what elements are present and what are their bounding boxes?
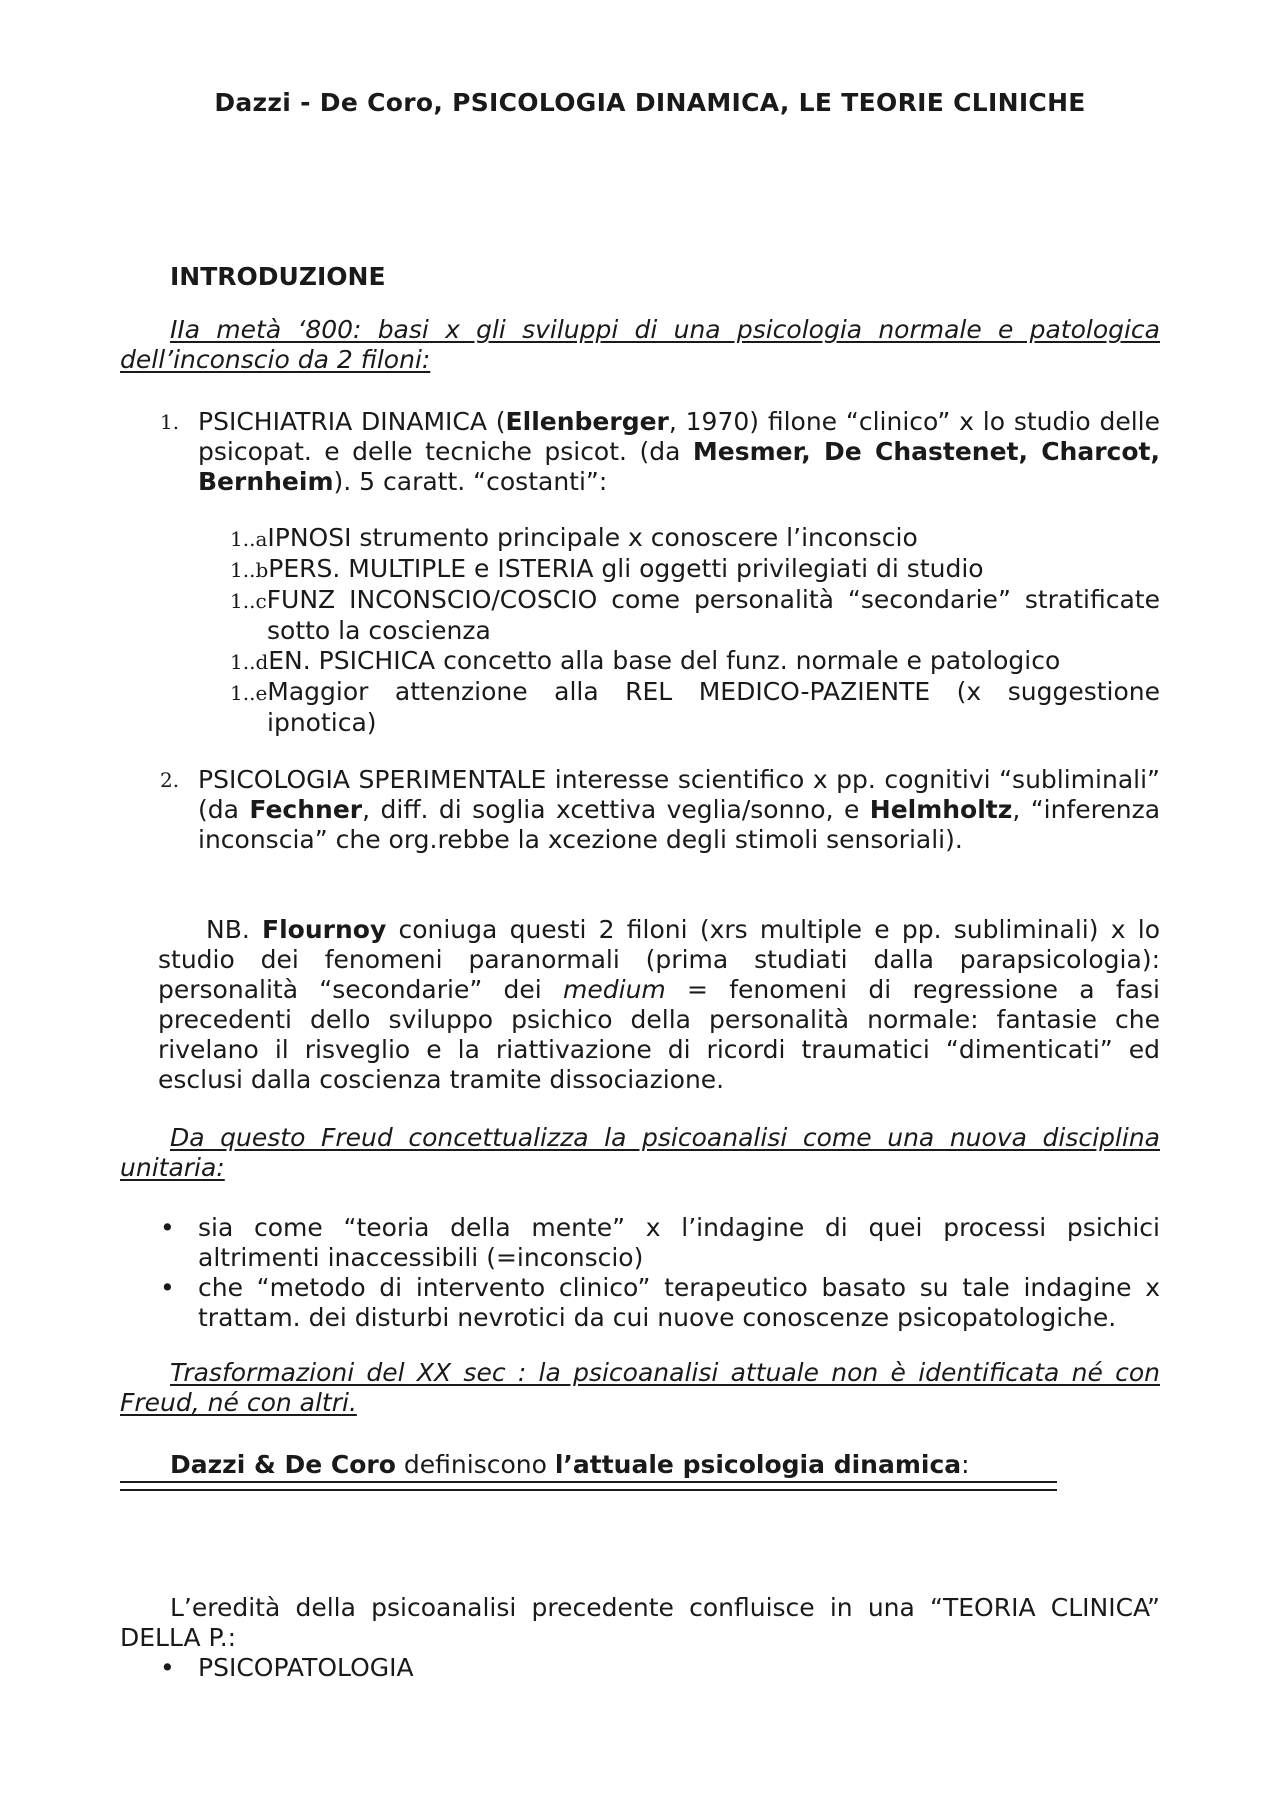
freud-paragraph	[120, 1123, 1160, 1183]
eredita-text: L’eredità della psicoanalisi precedente confluisce in una “TEORIA CLINICA” DELLA P.:	[120, 1593, 1160, 1652]
sublist-label: 1..a	[230, 527, 268, 551]
author-fechner: Fechner	[249, 795, 363, 824]
intro-paragraph	[120, 315, 1160, 375]
list-item	[160, 1213, 1160, 1273]
sublist-text: Maggior attenzione alla REL MEDICO-PAZIENTE (x suggestione ipnotica)	[267, 677, 1160, 737]
bullet-text: che “metodo di intervento clinico” terapeutico basato su tale indagine x trattam. dei disturbi nevrotici da cui nuove conoscenze psicopatologiche.	[198, 1273, 1160, 1332]
sublist-text: IPNOSI strumento principale x conoscere l’inconscio	[267, 523, 918, 552]
text-run: definiscono	[395, 1450, 555, 1479]
sublist-label: 1..d	[230, 650, 269, 674]
trasformazioni-text: Trasformazioni del XX sec : la psicoanalisi attuale non è identificata né con Freud, né con altri.	[120, 1358, 1160, 1417]
sublist-item	[230, 523, 1160, 554]
list-number: 2.	[160, 768, 180, 792]
sublist-item	[230, 585, 1160, 646]
text-run: PSICOLOGIA SPERIMENTALE interesse scientifico x pp. cognitivi “subliminali” (da	[198, 765, 1160, 824]
author-ellenberger: Ellenberger	[505, 407, 669, 436]
text-run: , “inferenza inconscia” che org.rebbe la xcezione degli stimoli sensoriali).	[198, 795, 1161, 854]
eredita-paragraph	[120, 1593, 1160, 1653]
list-item-text	[198, 765, 1160, 855]
sublist-item	[230, 646, 1160, 677]
definition-paragraph	[170, 1450, 1160, 1480]
list-item-1	[160, 407, 1160, 497]
section-heading-introduzione: INTRODUZIONE	[170, 262, 386, 291]
sublist-item	[230, 677, 1160, 738]
sublist-label: 1..b	[230, 558, 269, 582]
bullet-icon: •	[160, 1213, 175, 1242]
nb-paragraph	[158, 915, 1160, 1095]
text-run: ). 5 caratt. “costanti”:	[333, 467, 608, 496]
list-item-text	[198, 407, 1160, 497]
bullet-icon: •	[160, 1653, 175, 1682]
bullet-text: sia come “teoria della mente” x l’indagine di quei processi psichici altrimenti inaccessibili (=inconscio)	[198, 1213, 1160, 1272]
sublist-text: PERS. MULTIPLE e ISTERIA gli oggetti privilegiati di studio	[268, 554, 984, 583]
sublist-text: EN. PSICHICA concetto alla base del funz. normale e patologico	[268, 646, 1061, 675]
list-item	[160, 1273, 1160, 1333]
sublist	[230, 523, 1160, 738]
authors-list: Mesmer, De Chastenet, Charcot, Bernheim	[198, 437, 1160, 496]
text-run: , 1970) filone “clinico” x lo studio delle psicopat. e delle tecniche psicot. (da	[198, 407, 1160, 466]
bullet-icon: •	[160, 1273, 175, 1302]
document-title: Dazzi - De Coro, PSICOLOGIA DINAMICA, LE TEORIE CLINICHE	[214, 88, 1086, 117]
author-flournoy: Flournoy	[262, 915, 387, 944]
list-item-2	[160, 765, 1160, 855]
term-medium: medium	[563, 975, 666, 1004]
sublist-item	[230, 554, 1160, 585]
sublist-label: 1..e	[230, 681, 268, 705]
text-run: = fenomeni di regressione a fasi precedenti dello sviluppo psichico della personalità normale: fantasie che rivelano il risveglio e la riattivazione di ricordi traumatici “dimenticati” ed esclusi dalla coscienza tramite dissociazione.	[158, 975, 1160, 1094]
authors-dazzi-decoro: Dazzi & De Coro	[170, 1450, 396, 1479]
trasformazioni-paragraph	[120, 1358, 1160, 1418]
list-number: 1.	[160, 410, 180, 434]
term-psicologia-dinamica: l’attuale psicologia dinamica	[554, 1450, 962, 1479]
text-run: :	[961, 1450, 970, 1479]
author-helmholtz: Helmholtz	[869, 795, 1013, 824]
double-underline-divider	[120, 1481, 1057, 1491]
sublist-label: 1..c	[230, 589, 267, 613]
list-item	[160, 1653, 1160, 1683]
text-run: coniuga questi 2 filoni (xrs multiple e pp. subliminali) x lo studio dei fenomeni paranormali (prima studiati dalla parapsicologia): personalità “secondarie” dei	[158, 915, 1160, 1004]
text-run: NB.	[206, 915, 263, 944]
sublist-text: FUNZ INCONSCIO/COSCIO come personalità “secondarie” stratificate sotto la coscienza	[266, 585, 1160, 645]
text-run: PSICHIATRIA DINAMICA (	[198, 407, 506, 436]
bullet-text: PSICOPATOLOGIA	[198, 1653, 414, 1682]
freud-text: Da questo Freud concettualizza la psicoanalisi come una nuova disciplina unitaria:	[120, 1123, 1160, 1182]
text-run: , diff. di soglia xcettiva veglia/sonno, e	[362, 795, 870, 824]
intro-text: IIa metà ‘800: basi x gli sviluppi di una psicologia normale e patologica dell’inconscio da 2 filoni:	[120, 315, 1160, 374]
